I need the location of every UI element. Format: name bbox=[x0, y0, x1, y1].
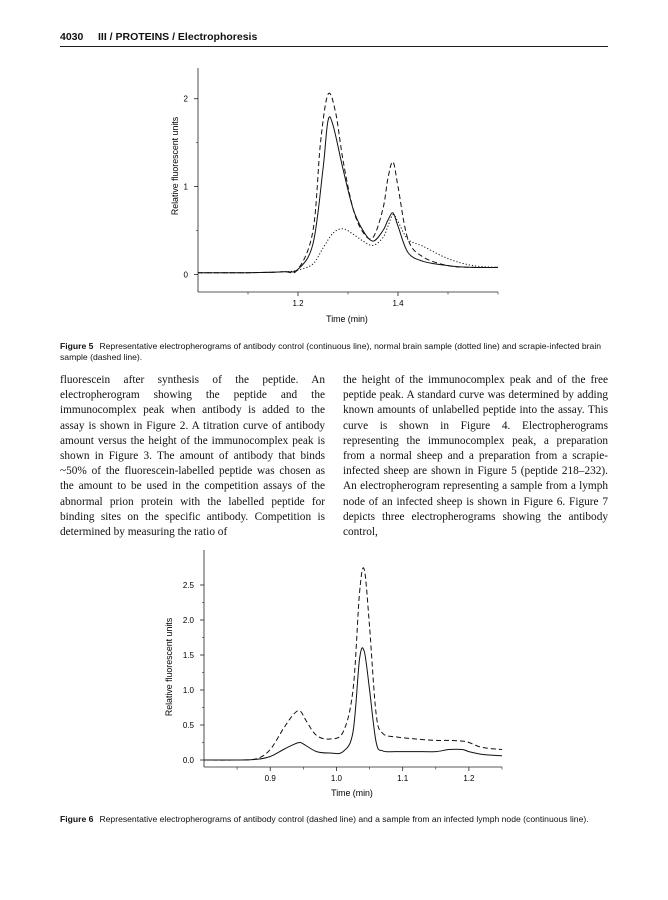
fig5-ytick-label: 1 bbox=[183, 182, 188, 192]
fig6-ytick-label: 0.0 bbox=[182, 756, 194, 765]
figure-5-caption-label: Figure 5 bbox=[60, 341, 94, 351]
page-number: 4030 bbox=[60, 31, 84, 43]
fig6-series-infected-lymph-node-sample bbox=[204, 648, 502, 760]
fig6-ytick-label: 0.5 bbox=[182, 721, 194, 730]
body-paragraph-left: fluorescein after synthesis of the peptide. An electropherogram showing the peptide and the immunocomplex peak when antibody is added to the assay is shown in Figure 2. A titration curve of antibody amount versus the height of the immunocomplex peak is shown in Figure 3. The amount of antibody that binds ~50% of the fluorescein-labelled peptide was chosen as the amount to be used in the competition assays of the abnormal prion protein with the labelled peptide for binding sites on the specific antibody. Competition is determined by measuring the ratio of bbox=[60, 374, 325, 539]
fig6-ytick-label: 1.5 bbox=[182, 651, 194, 660]
fig5-series-normal-brain-sample bbox=[198, 215, 498, 273]
fig5-ytick-label: 0 bbox=[183, 270, 188, 280]
fig6-xtick-label: 1.1 bbox=[397, 774, 409, 783]
figure-6-chart bbox=[0, 540, 668, 800]
body-column-right bbox=[343, 373, 608, 540]
fig6-xtick-label: 1.2 bbox=[463, 774, 475, 783]
fig6-ytick-label: 2.0 bbox=[182, 616, 194, 625]
fig6-xtick-label: 1.0 bbox=[330, 774, 343, 783]
fig6-ylabel: Relative fluorescent units bbox=[164, 617, 174, 717]
fig6-ytick-label: 2.5 bbox=[182, 581, 194, 590]
figure-5-chart bbox=[0, 0, 668, 340]
fig5-xlabel: Time (min) bbox=[326, 314, 368, 324]
section-title: III / PROTEINS / Electrophoresis bbox=[98, 31, 258, 43]
fig5-series-antibody-control bbox=[198, 117, 498, 273]
body-paragraph-right: the height of the immunocomplex peak and of the free peptide peak. A standard curve was determined by adding known amounts of unlabelled peptide into the assay. This curve is shown in Figure 4. Electropherograms representing the immunocomplex peak, a preparation from a normal sheep and a preparation from a scrapie-infected sheep are shown in Figure 5 (peptide 218–232). An electropherogram representing a sample from a lymph node of an infected sheep is shown in Figure 6. Figure 7 depicts three electropherograms showing the antibody control, bbox=[343, 374, 608, 539]
body-column-left bbox=[60, 373, 325, 540]
figure-5-caption-text: Representative electropherograms of antibody control (continuous line), normal brain sample (dotted line) and scrapie-infected brain sample (dashed line). bbox=[60, 341, 602, 362]
fig6-xtick-label: 0.9 bbox=[264, 774, 276, 783]
figure-6-caption-label: Figure 6 bbox=[60, 814, 94, 824]
figure-6-caption-text: Representative electropherograms of antibody control (dashed line) and a sample from an infected lymph node (continuous line). bbox=[99, 814, 589, 824]
fig5-xtick-label: 1.4 bbox=[392, 299, 404, 308]
fig5-series-scrapie-infected-brain-sample bbox=[198, 93, 498, 273]
fig5-ytick-label: 2 bbox=[183, 94, 188, 104]
figure-5-caption bbox=[60, 341, 608, 363]
fig6-xlabel: Time (min) bbox=[331, 788, 373, 798]
fig5-xtick-label: 1.2 bbox=[292, 299, 304, 308]
fig6-ytick-label: 1.0 bbox=[182, 686, 194, 695]
figure-6-caption bbox=[60, 814, 608, 825]
fig5-ylabel: Relative fluorescent units bbox=[170, 116, 180, 216]
